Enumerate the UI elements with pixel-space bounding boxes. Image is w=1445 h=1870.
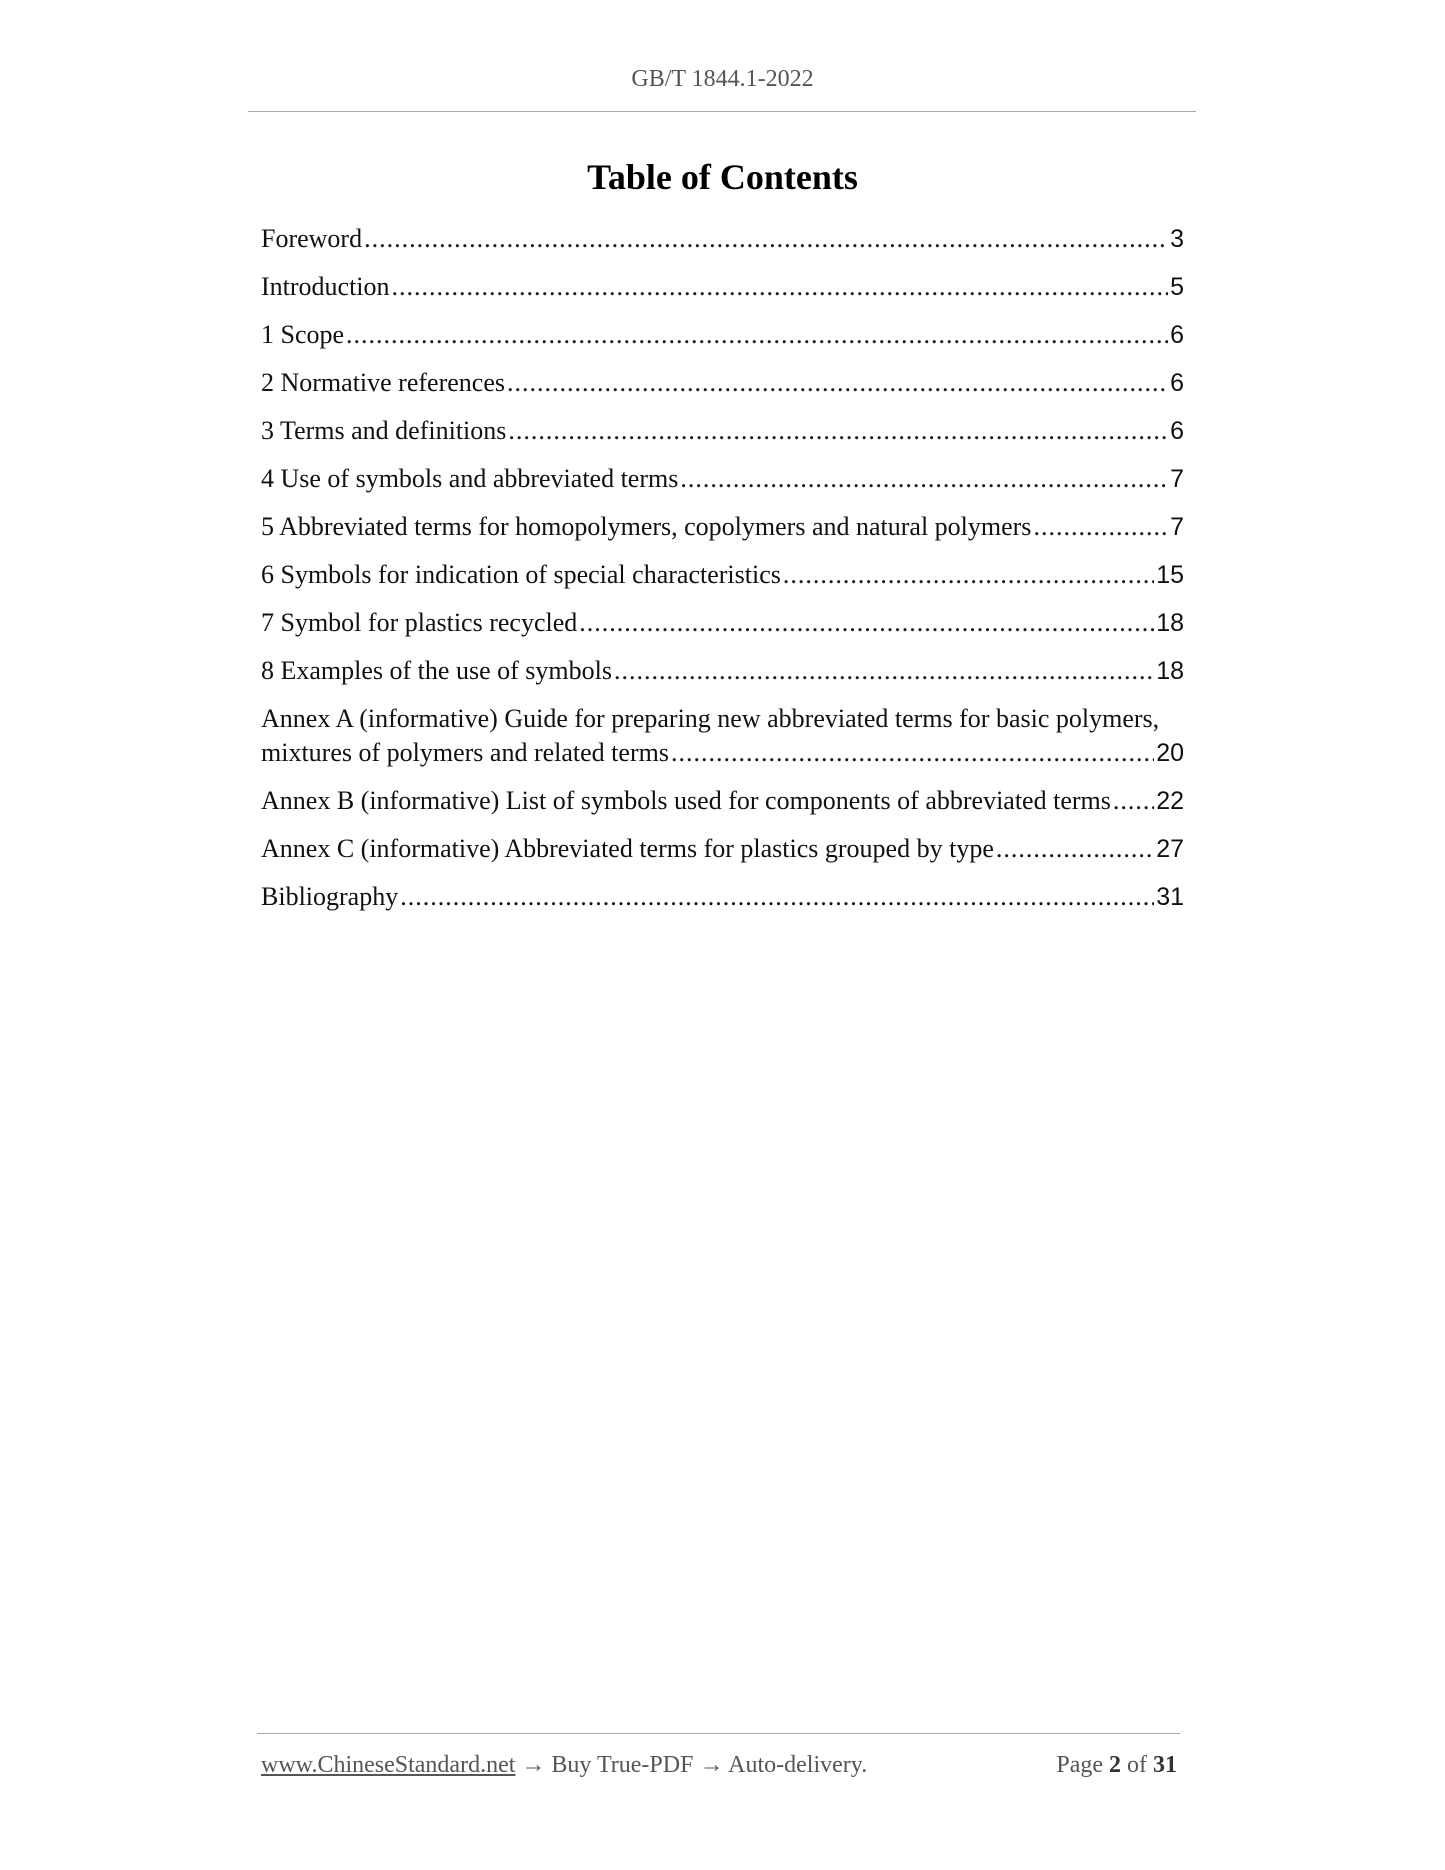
footer-promo: [261, 1752, 867, 1779]
total-pages: 31: [1153, 1752, 1177, 1778]
page-footer: [261, 1752, 1177, 1779]
arrow-icon: →: [699, 1752, 724, 1778]
header-divider: [248, 111, 1196, 112]
toc-entry-foreword[interactable]: [261, 222, 1184, 256]
toc-entry-page: 5: [1170, 273, 1184, 301]
toc-entry-label: 8 Examples of the use of symbols: [261, 656, 612, 685]
toc-entry-page: 22: [1156, 787, 1184, 815]
toc-list: [261, 222, 1184, 928]
toc-entry-page: 31: [1156, 883, 1184, 911]
toc-entry-label: 3 Terms and definitions: [261, 416, 507, 445]
toc-entry-annex-c[interactable]: [261, 832, 1184, 866]
toc-leader-dots: [680, 462, 1168, 496]
toc-entry-page: 27: [1156, 835, 1184, 863]
toc-entry-use-of-symbols[interactable]: [261, 462, 1184, 496]
toc-entry-label: Bibliography: [261, 882, 399, 911]
footer-divider: [257, 1733, 1180, 1734]
arrow-icon: →: [521, 1752, 546, 1778]
toc-entry-label: Foreword: [261, 224, 363, 253]
toc-entry-examples[interactable]: [261, 654, 1184, 688]
toc-entry-label: 2 Normative references: [261, 368, 505, 397]
toc-leader-dots: [671, 736, 1154, 770]
toc-leader-dots: [996, 832, 1154, 866]
toc-entry-page: 7: [1170, 513, 1184, 541]
document-code: GB/T 1844.1-2022: [631, 66, 814, 92]
toc-leader-dots: [1033, 510, 1168, 544]
toc-leader-dots: [507, 366, 1168, 400]
toc-entry-label: Introduction: [261, 272, 390, 301]
toc-entry-page: 6: [1170, 321, 1184, 349]
toc-entry-page: 6: [1170, 369, 1184, 397]
toc-entry-bibliography[interactable]: [261, 880, 1184, 914]
toc-entry-label: mixtures of polymers and related terms: [261, 738, 669, 767]
toc-entry-label: Annex B (informative) List of symbols used for components of abbreviated terms: [261, 786, 1111, 815]
toc-entry-annex-a[interactable]: [261, 702, 1184, 770]
toc-entry-page: 18: [1156, 609, 1184, 637]
toc-entry-page: 7: [1170, 465, 1184, 493]
toc-entry-label: 5 Abbreviated terms for homopolymers, copolymers and natural polymers: [261, 512, 1032, 541]
toc-entry-label: 4 Use of symbols and abbreviated terms: [261, 464, 679, 493]
toc-title: Table of Contents: [587, 157, 858, 197]
website-link[interactable]: www.ChineseStandard.net: [261, 1752, 516, 1778]
buy-true-pdf-text: Buy True-PDF: [551, 1752, 694, 1778]
toc-entry-page: 20: [1156, 739, 1184, 767]
page-label: Page: [1056, 1752, 1103, 1778]
toc-entry-introduction[interactable]: [261, 270, 1184, 304]
toc-entry-label: 6 Symbols for indication of special characteristics: [261, 560, 781, 589]
page-number: [1056, 1752, 1177, 1779]
toc-entry-normative-references[interactable]: [261, 366, 1184, 400]
auto-delivery-text: Auto-delivery.: [728, 1752, 868, 1778]
toc-leader-dots: [614, 654, 1154, 688]
of-label: of: [1127, 1752, 1147, 1778]
toc-leader-dots: [783, 558, 1154, 592]
toc-leader-dots: [1113, 784, 1154, 818]
toc-leader-dots: [364, 222, 1168, 256]
toc-leader-dots: [392, 270, 1169, 304]
toc-entry-terms-definitions[interactable]: [261, 414, 1184, 448]
toc-entry-special-characteristics[interactable]: [261, 558, 1184, 592]
toc-entry-annex-b[interactable]: [261, 784, 1184, 818]
toc-entry-scope[interactable]: [261, 318, 1184, 352]
toc-entry-page: 18: [1156, 657, 1184, 685]
toc-entry-page: 3: [1170, 225, 1184, 253]
toc-entry-label: 1 Scope: [261, 320, 345, 349]
toc-leader-dots: [579, 606, 1154, 640]
toc-entry-label: Annex A (informative) Guide for preparing new abbreviated terms for basic polymers,: [261, 704, 1160, 733]
toc-leader-dots: [346, 318, 1168, 352]
toc-entry-label-continuation: [261, 736, 1184, 770]
toc-entry-plastics-recycled[interactable]: [261, 606, 1184, 640]
toc-entry-abbreviated-terms[interactable]: [261, 510, 1184, 544]
toc-entry-page: 15: [1156, 561, 1184, 589]
toc-entry-label: 7 Symbol for plastics recycled: [261, 608, 578, 637]
toc-entry-label: Annex C (informative) Abbreviated terms for plastics grouped by type: [261, 834, 994, 863]
toc-leader-dots: [508, 414, 1168, 448]
toc-entry-page: 6: [1170, 417, 1184, 445]
current-page: 2: [1109, 1752, 1121, 1778]
toc-leader-dots: [400, 880, 1154, 914]
